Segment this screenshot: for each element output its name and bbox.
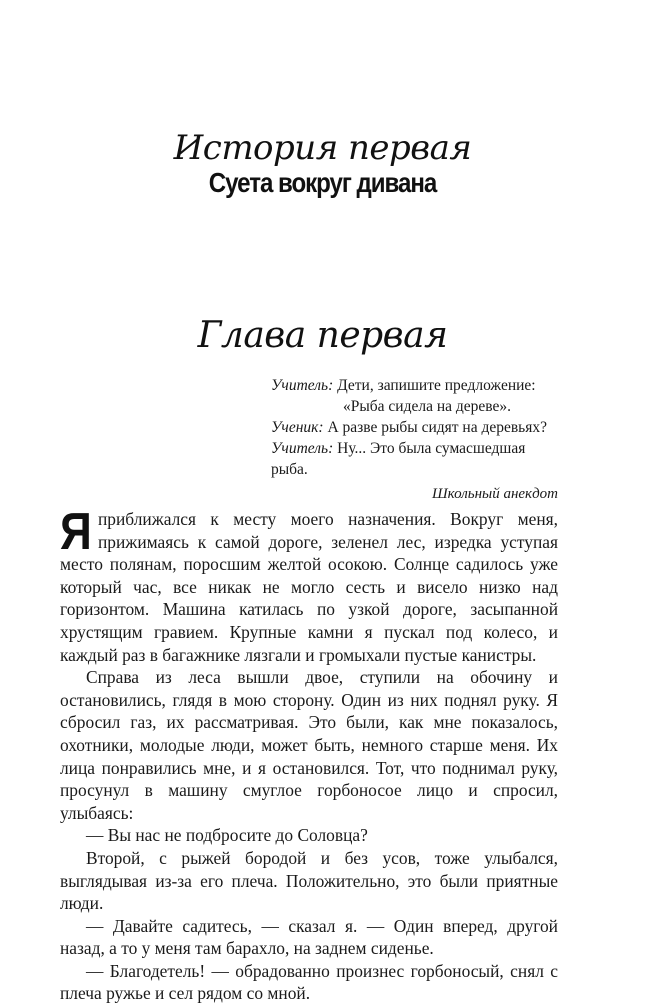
epigraph-line bbox=[271, 417, 558, 438]
epigraph bbox=[271, 375, 558, 505]
epigraph-text: А разве рыбы сидят на деревьях? bbox=[323, 419, 548, 436]
story-kicker: История первая bbox=[173, 128, 472, 168]
paragraph: — Давайте садитесь, — сказал я. — Один вперед, другой назад, а то у меня там барахло, на заднем сиденье. bbox=[60, 915, 558, 959]
epigraph-text: Ну... Это была сумасшедшая bbox=[333, 440, 526, 457]
epigraph-line bbox=[271, 459, 558, 480]
epigraph-source: Школьный анекдот bbox=[432, 486, 558, 502]
story-title: Суета вокруг дивана bbox=[208, 167, 437, 198]
paragraph bbox=[60, 503, 558, 666]
paragraph: — Благодетель! — обрадованно произнес горбоносый, снял с плеча ружье и сел рядом со мной. bbox=[60, 960, 558, 1004]
paragraph: Второй, с рыжей бородой и без усов, тоже улыбался, выглядывая из-за его плеча. Положительно, это были приятные люди. bbox=[60, 847, 558, 914]
epigraph-text: Дети, запишите предложение: bbox=[333, 377, 536, 394]
epigraph-line bbox=[271, 438, 558, 459]
chapter-body bbox=[60, 503, 558, 1005]
epigraph-text: «Рыба сидела на дереве». bbox=[343, 398, 512, 415]
story-heading bbox=[0, 128, 645, 198]
epigraph-line bbox=[271, 396, 558, 417]
epigraph-text: рыба. bbox=[271, 461, 308, 478]
chapter-title: Глава первая bbox=[197, 315, 448, 356]
epigraph-speaker: Учитель: bbox=[271, 377, 334, 394]
paragraph: Справа из леса вышли двое, ступили на обочину и остановились, глядя в мою сторону. Один из них поднял руку. Я сбросил газ, их рассматривая. Это были, как мне показалось, охотники, молодые люди, может быть, немного старше меня. Их лица понравились мне, и я остановился. Тот, что поднимал руку, просунул в машину смуглое горбоносое лицо и спросил, улыбаясь: bbox=[60, 667, 558, 823]
epigraph-line bbox=[271, 375, 558, 396]
paragraph: — Вы нас не подбросите до Соловца? bbox=[86, 825, 368, 846]
epigraph-speaker: Учитель: bbox=[271, 440, 334, 457]
epigraph-speaker: Ученик: bbox=[271, 419, 324, 436]
drop-cap: Я bbox=[60, 503, 92, 561]
paragraph-text: приближался к месту моего назначения. Вокруг меня, прижимаясь к самой дороге, зеленел лес, изредка уступая место полянам, поросшим желтой осокою. Солнце садилось уже который час, все никак не могло сесть и висело низко над горизонтом. Машина катилась по узкой дороге, засыпанной хрустящим гравием. Крупные камни я пускал под колесо, и каждый раз в багажнике лязгали и громыхали пустые канистры. bbox=[60, 509, 558, 665]
